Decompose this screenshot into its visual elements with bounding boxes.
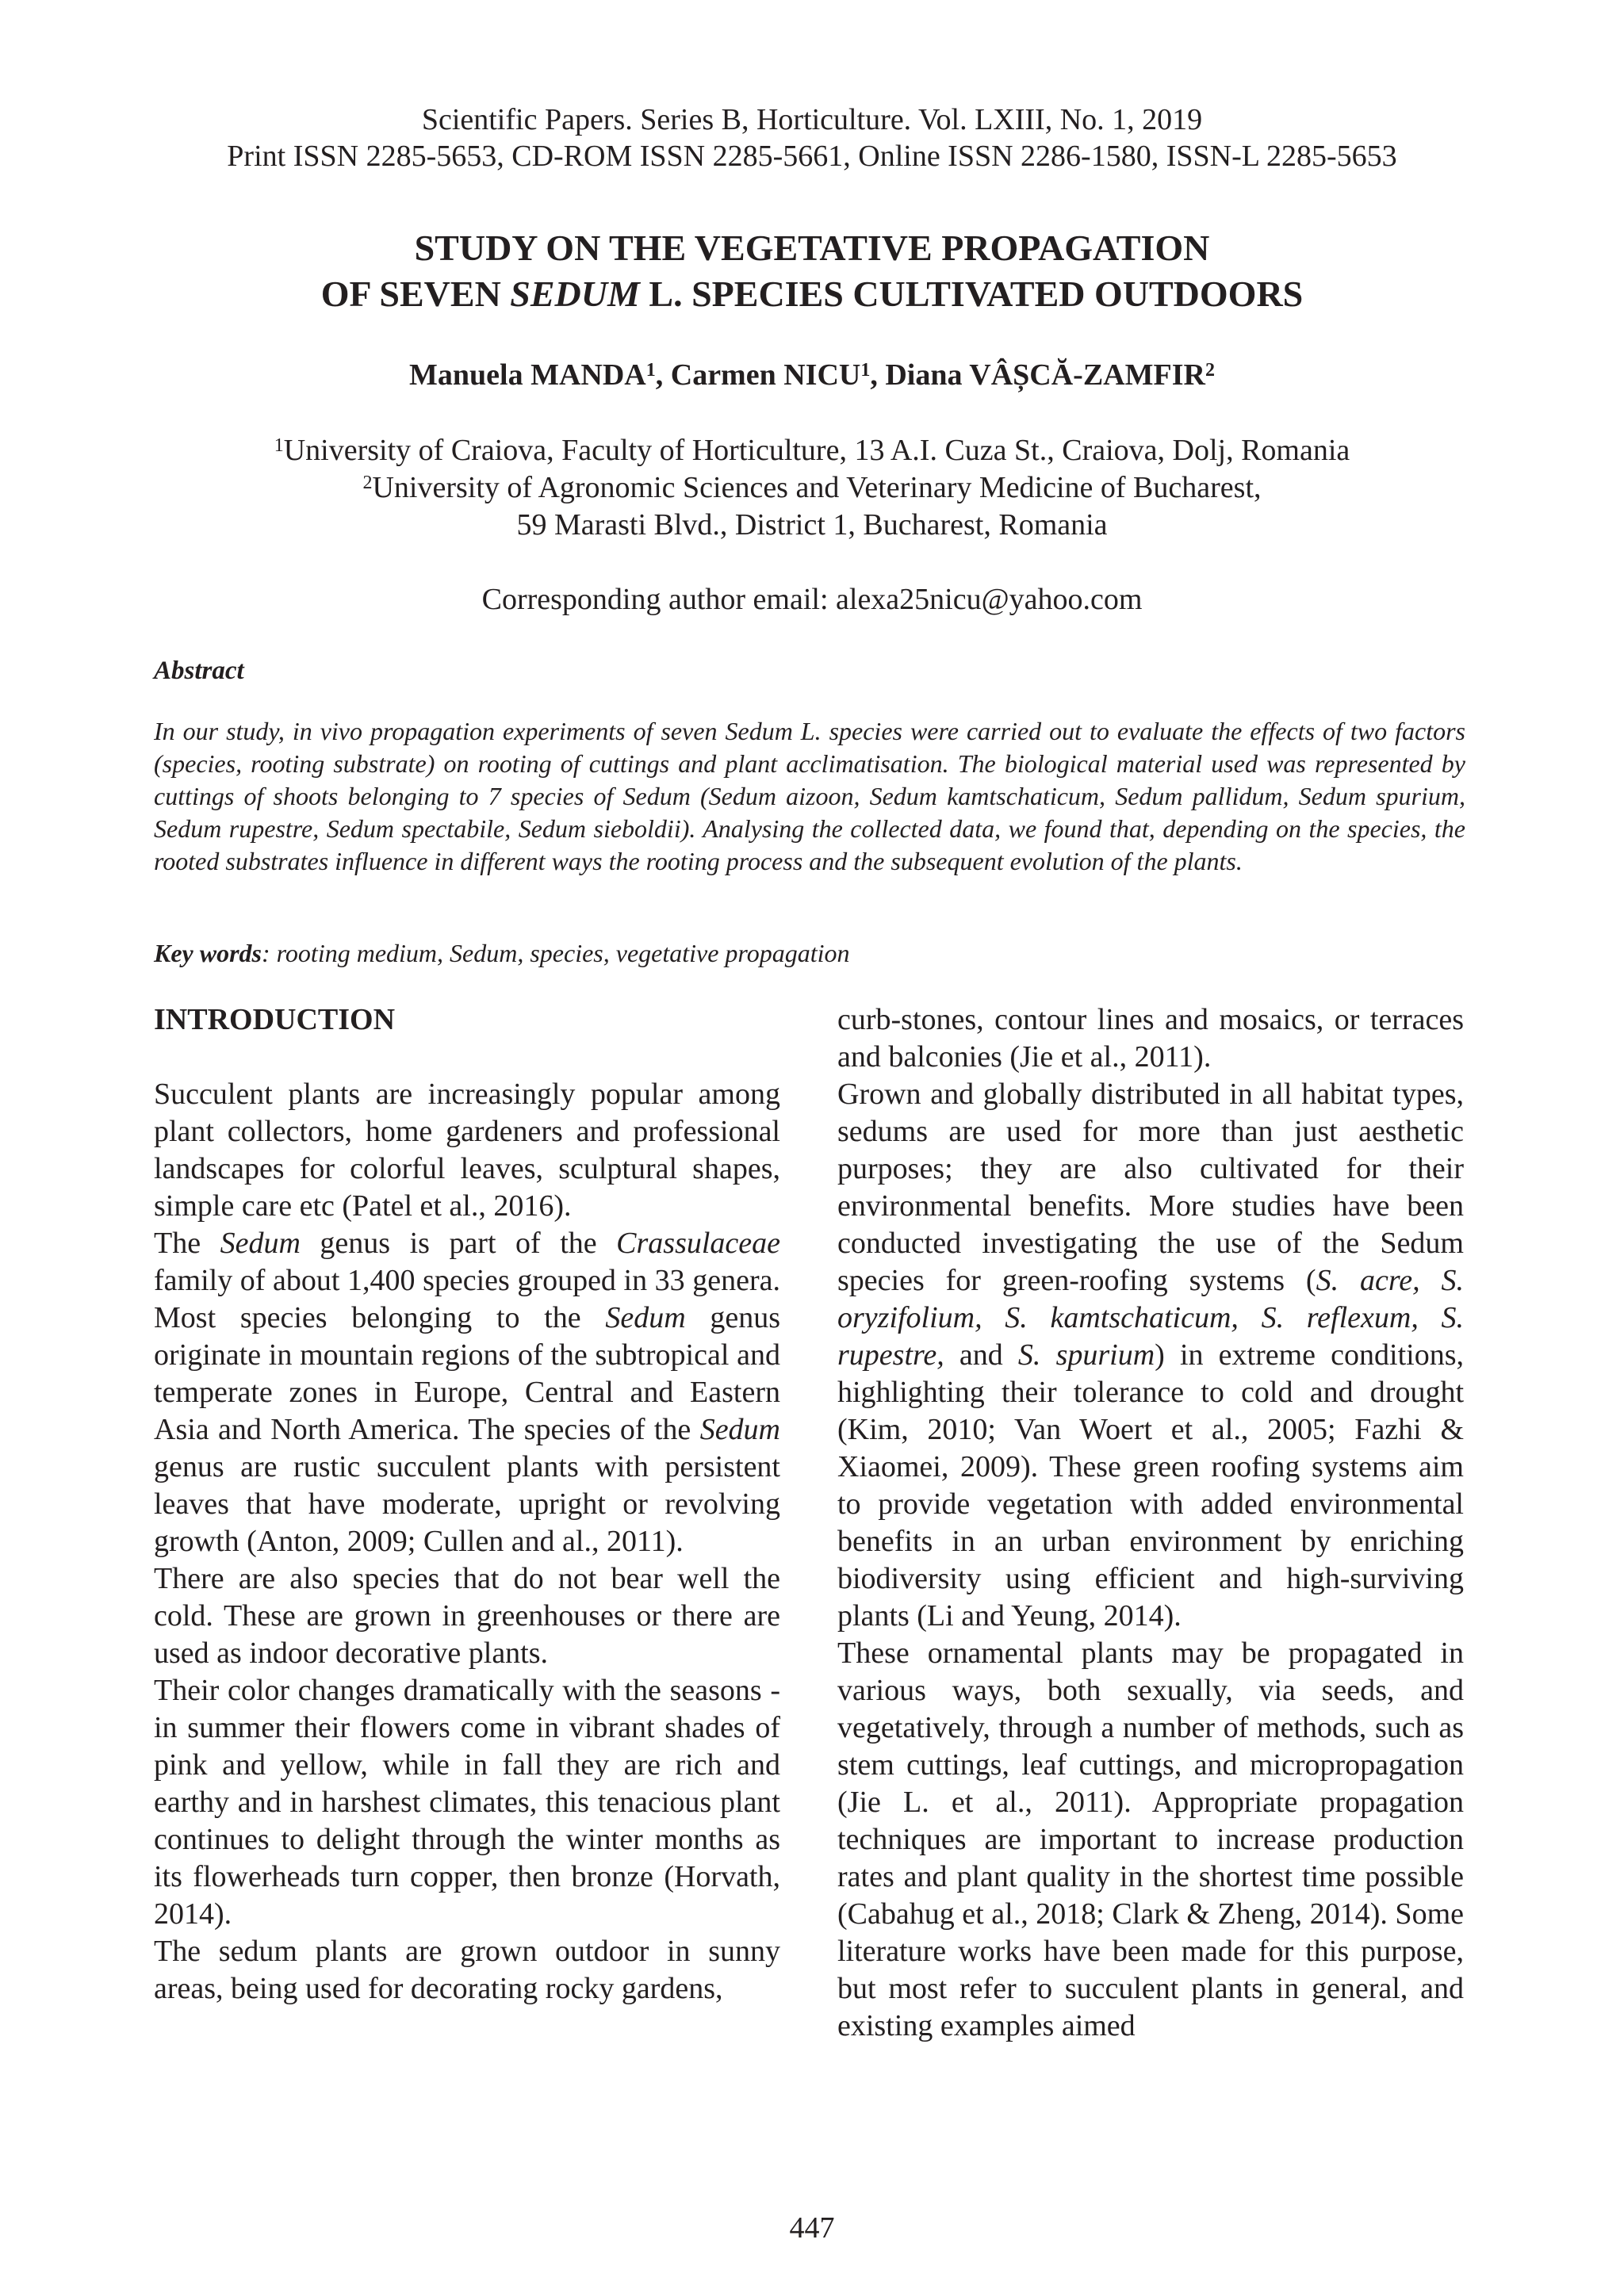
- author-list: Manuela MANDA$^1$, Carmen NICU$^1$, Diana VÂȘCĂ-ZAMFIR$^2$: [409, 358, 1215, 392]
- paragraph: Grown and globally distributed in all habitat types, sedums are used for more than just aesthetic purposes; they are also cultivated for their environmental benefits. More studies have been conducted investigating the use of the Sedum species for green-roofing systems (S. acre, S. oryzifolium, S. kamtschaticum, S. reflexum, S. rupestre, and S. spurium) in extreme conditions, highlighting their tolerance to cold and drought (Kim, 2010; Van Woert et al., 2005; Fazhi & Xiaomei, 2009). These green roofing systems aim to provide vegetation with added environmental benefits in an urban environment by enriching biodiversity using efficient and high-surviving plants (Li and Yeung, 2014).: [837, 1078, 1465, 1633]
- abstract-heading: Abstract: [154, 657, 244, 685]
- journal-header-line1: Scientific Papers. Series B, Horticulture. Vol. LXIII, No. 1, 2019: [421, 103, 1203, 136]
- paragraph: There are also species that do not bear well the cold. These are grown in greenhouses or there are used as indoor decorative plants.: [154, 1562, 780, 1670]
- paper-title-line2: OF SEVEN SEDUM L. SPECIES CULTIVATED OUTDOORS: [320, 274, 1304, 314]
- author-1: Manuela MANDA: [409, 358, 646, 392]
- paragraph: The Sedum genus is part of the Crassulaceae family of about 1,400 species grouped in 33 genera. Most species belonging to the Sedum genus originate in mountain regions of the subtropical and temperate zones in Europe, Central and Eastern Asia and North America. The species of the Sedum genus are rustic succulent plants with persistent leaves that have moderate, upright or revolving growth (Anton, 2009; Cullen and al., 2011).: [154, 1227, 781, 1558]
- affiliation-1: $^1$University of Craiova, Faculty of Horticulture, 13 A.I. Cuza St., Craiova, Dolj, Romania: [274, 434, 1350, 467]
- paragraph: The sedum plants are grown outdoor in sunny areas, being used for decorating rocky gardens,: [154, 1935, 780, 2005]
- affiliation-2: $^2$University of Agronomic Sciences and Veterinary Medicine of Bucharest,: [362, 471, 1262, 504]
- abstract-text: In our study, in vivo propagation experiments of seven Sedum L. species were carried out to evaluate the effects of two factors (species, rooting substrate) on rooting of cuttings and plant acclimatisation. The biological material used was represented by cuttings of shoots belonging to 7 species of Sedum (Sedum aizoon, Sedum kamtschaticum, Sedum pallidum, Sedum spurium, Sedum rupestre, Sedum spectabile, Sedum sieboldii). Analysing the collected data, we found that, depending on the species, the rooted substrates influence in different ways the rooting process and the subsequent evolution of the plants.: [154, 717, 1465, 875]
- corresponding-email: Corresponding author email: alexa25nicu@yahoo.com: [481, 583, 1143, 616]
- page-number: 447: [789, 2211, 835, 2245]
- paragraph: These ornamental plants may be propagated in various ways, both sexually, via seeds, and vegetatively, through a number of methods, such as stem cuttings, leaf cuttings, and micropropagation (Jie L. et al., 2011). Appropriate propagation techniques are important to increase production rates and plant quality in the shortest time possible (Cabahug et al., 2018; Clark & Zheng, 2014). Some literature works have been made for this purpose, but most refer to succulent plants in general, and existing examples aimed: [837, 1636, 1464, 2042]
- affiliation-2-address: 59 Marasti Blvd., District 1, Bucharest, Romania: [516, 508, 1108, 542]
- section-heading-introduction: INTRODUCTION: [154, 1003, 396, 1036]
- paragraph: Succulent plants are increasingly popular among plant collectors, home gardeners and professional landscapes for colorful leaves, sculptural shapes, simple care etc (Patel et al., 2016).: [154, 1078, 780, 1223]
- author-2: Carmen NICU: [670, 358, 861, 392]
- author-3: Diana VÂȘCĂ-ZAMFIR: [885, 358, 1205, 392]
- paragraph: curb-stones, contour lines and mosaics, or terraces and balconies (Jie et al., 2011).: [837, 1003, 1464, 1074]
- journal-header-line2: Print ISSN 2285-5653, CD-ROM ISSN 2285-5661, Online ISSN 2286-1580, ISSN-L 2285-5653: [227, 140, 1397, 173]
- paragraph: Their color changes dramatically with the seasons - in summer their flowers come in vibrant shades of pink and yellow, while in fall they are rich and earthy and in harshest climates, this tenacious plant continues to delight through the winter months as its flowerheads turn copper, then bronze (Horvath, 2014).: [154, 1674, 780, 1931]
- paper-title-line1: STUDY ON THE VEGETATIVE PROPAGATION: [414, 228, 1210, 268]
- right-column: [837, 1001, 1464, 2045]
- keywords: Key words: rooting medium, Sedum, species, vegetative propagation: [154, 939, 850, 967]
- left-column: [154, 1001, 780, 2008]
